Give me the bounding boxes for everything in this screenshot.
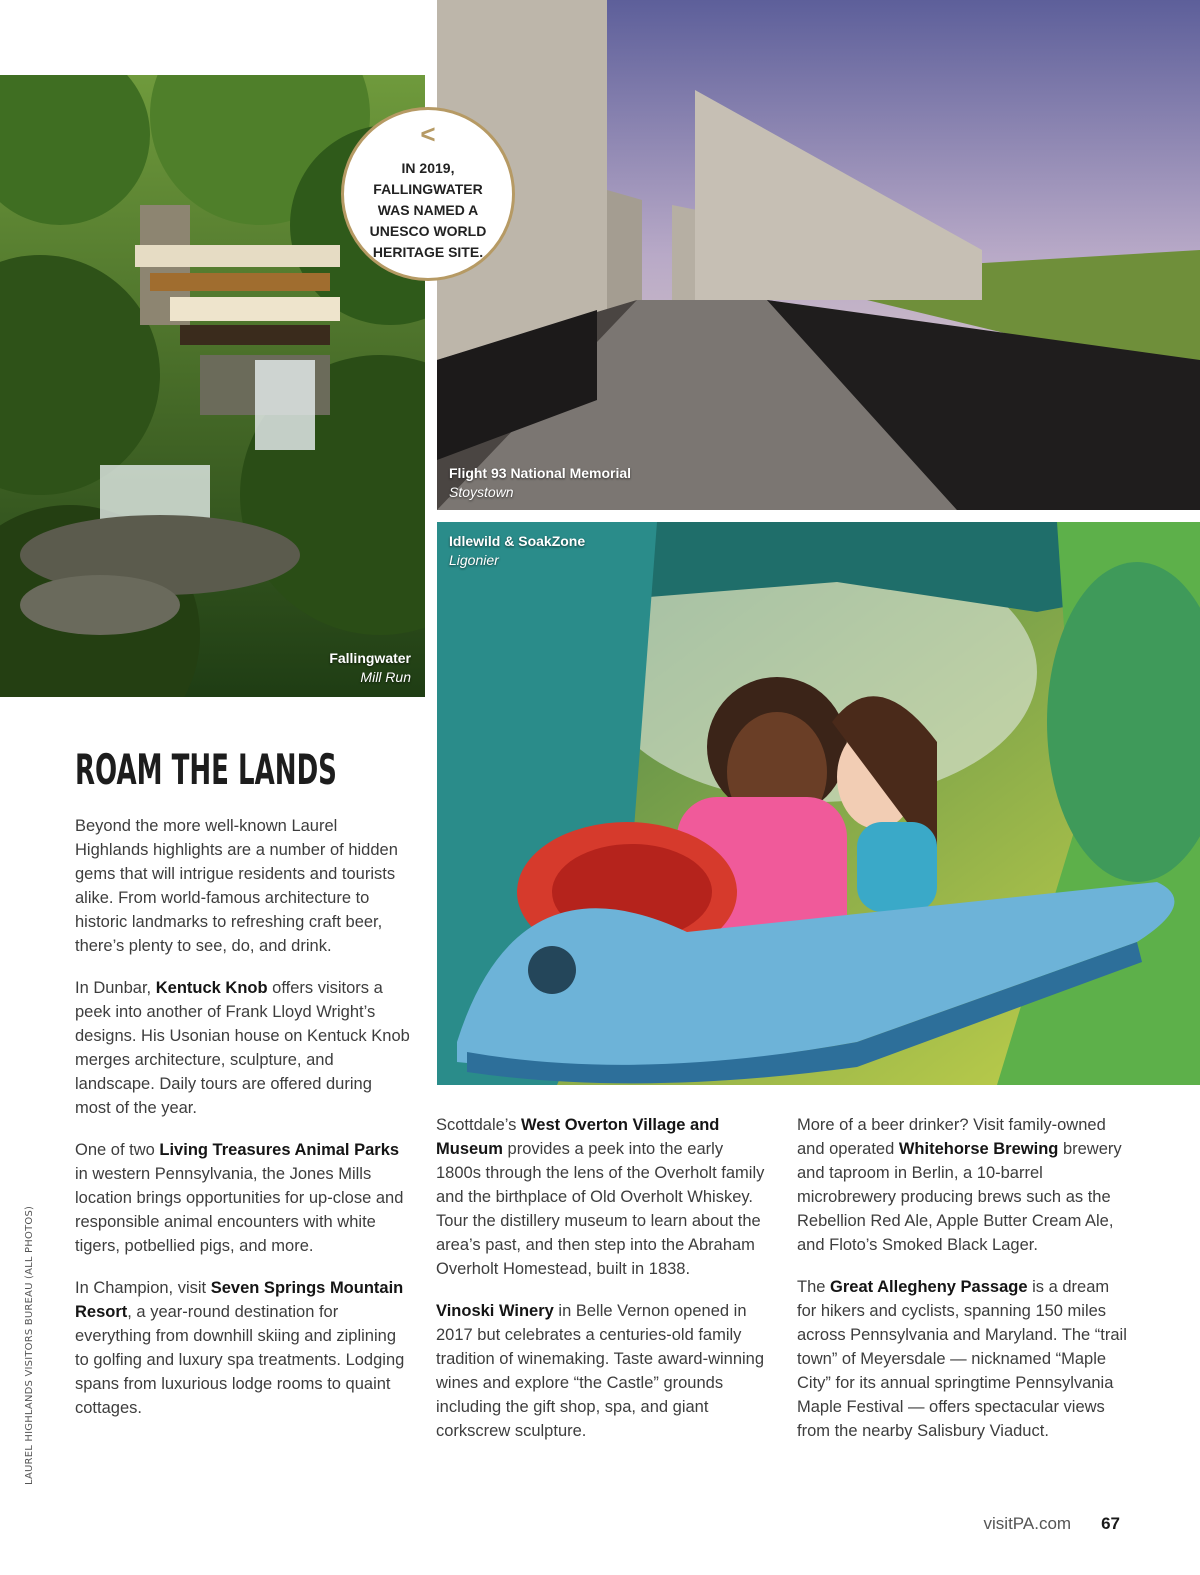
unesco-callout-badge bbox=[341, 107, 515, 281]
whitehorse-paragraph: More of a beer drinker? Visit family-owned and operated Whitehorse Brewing brewery and taproom in Berlin, a 10-barrel microbrewery producing brews such as the Rebellion Red Ale, Apple Butter Cream Ale, and Floto’s Smoked Black Lager. bbox=[797, 1116, 1122, 1254]
text-column-2 bbox=[436, 1113, 766, 1461]
idlewild-photo bbox=[437, 522, 1200, 1085]
page-footer bbox=[930, 1514, 1120, 1534]
west-overton-paragraph: Scottdale’s West Overton Village and Museum provides a peek into the early 1800s through the lens of the Overholt family and the birthplace of Old Overholt Whiskey. Tour the distillery museum to learn about the area’s past, and then step into the Abraham Overholt Homestead, built in 1838. bbox=[436, 1116, 765, 1278]
flight93-caption bbox=[449, 464, 631, 502]
living-treasures-name: Living Treasures Animal Parks bbox=[159, 1141, 400, 1159]
photo-credit: LAUREL HIGHLANDS VISITORS BUREAU (ALL PHOTOS) bbox=[24, 1205, 35, 1485]
badge-text: IN 2019, FALLINGWATER WAS NAMED A UNESCO WORLD HERITAGE SITE. bbox=[369, 160, 487, 260]
text-column-1 bbox=[75, 814, 410, 1438]
page-number: 67 bbox=[1101, 1514, 1120, 1533]
flight93-image bbox=[437, 0, 1200, 510]
idlewild-image bbox=[437, 522, 1200, 1085]
great-allegheny-name: Great Allegheny Passage bbox=[830, 1278, 1028, 1296]
great-allegheny-paragraph: The Great Allegheny Passage is a dream for hikers and cyclists, spanning 150 miles across Pennsylvania and Maryland. The “trail town” of Meyersdale — nicknamed “Maple City” for its annual springtime Pennsylvania Maple Festival — offers spectacular views from the nearby Salisbury Viaduct. bbox=[797, 1278, 1127, 1440]
vinoski-winery-name: Vinoski Winery bbox=[436, 1302, 554, 1320]
caption-place: Stoystown bbox=[449, 484, 514, 500]
caption-name: Fallingwater bbox=[329, 650, 411, 666]
text-column-3 bbox=[797, 1113, 1132, 1461]
chevron-left-icon: < bbox=[420, 119, 436, 149]
vinoski-winery-paragraph: Vinoski Winery in Belle Vernon opened in 2017 but celebrates a centuries-old family tradition of winemaking. Taste award-winning wines and explore “the Castle” grounds including the gift shop, spa, and giant corkscrew sculpture. bbox=[436, 1302, 765, 1440]
caption-place: Ligonier bbox=[449, 552, 499, 568]
idlewild-caption bbox=[449, 532, 585, 570]
flight93-photo bbox=[437, 0, 1200, 510]
site-url[interactable]: visitPA.com bbox=[983, 1514, 1072, 1533]
kentuck-knob-name: Kentuck Knob bbox=[155, 979, 268, 997]
caption-name: Flight 93 National Memorial bbox=[449, 465, 632, 481]
west-overton-name: West Overton Village and Museum bbox=[436, 1116, 720, 1158]
section-heading: ROAM THE LANDS bbox=[75, 745, 337, 794]
whitehorse-name: Whitehorse Brewing bbox=[898, 1140, 1059, 1158]
seven-springs-name: Seven Springs Mountain Resort bbox=[75, 1279, 404, 1321]
living-treasures-paragraph: One of two Living Treasures Animal Parks in western Pennsylvania, the Jones Mills location brings opportunities for up-close and responsible animal encounters with white tigers, potbellied pigs, and more. bbox=[75, 1141, 404, 1255]
fallingwater-caption bbox=[329, 649, 411, 687]
caption-place: Mill Run bbox=[360, 669, 411, 685]
kentuck-knob-paragraph: In Dunbar, Kentuck Knob offers visitors a peek into another of Frank Lloyd Wright’s designs. His Usonian house on Kentuck Knob merges architecture, sculpture, and landscape. Daily tours are offered during most of the year. bbox=[75, 979, 410, 1117]
seven-springs-paragraph: In Champion, visit Seven Springs Mountain Resort, a year-round destination for everything from downhill skiing and ziplining to golfing and luxury spa treatments. Lodging spans from luxurious lodge rooms to quaint cottages. bbox=[75, 1279, 405, 1417]
caption-name: Idlewild & SoakZone bbox=[449, 533, 586, 549]
intro-paragraph: Beyond the more well-known Laurel Highlands highlights are a number of hidden gems that will intrigue residents and tourists alike. From world-famous architecture to historic landmarks to refreshing craft beer, there’s plenty to see, do, and drink. bbox=[75, 817, 398, 955]
